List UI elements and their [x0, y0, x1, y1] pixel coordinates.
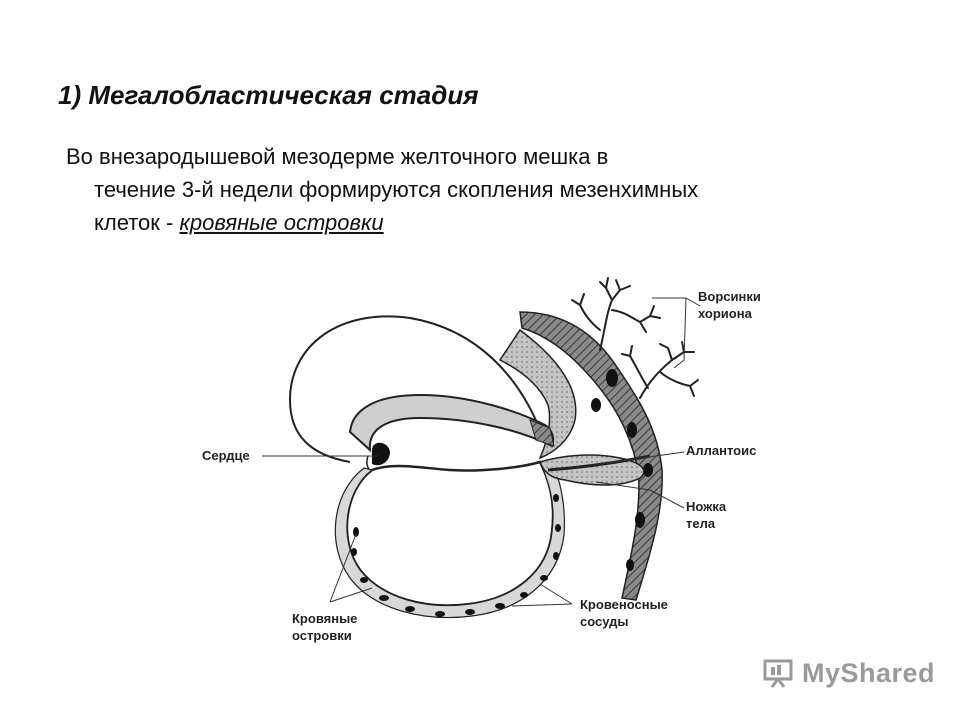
label-allantois: Аллантоис	[686, 443, 757, 458]
label-stalk-line1: Ножка	[686, 499, 727, 514]
paragraph-line-2: течение 3-й недели формируются скопления мезенхимных	[94, 177, 699, 202]
embryo-body	[350, 395, 553, 450]
label-blood-islands-line1: Кровяные	[292, 611, 358, 626]
label-stalk-line2: тела	[686, 516, 716, 531]
watermark	[762, 656, 935, 690]
watermark-text: MyShared	[802, 657, 936, 688]
label-villi-line2: хориона	[698, 306, 752, 321]
slide-title: 1) Мегалобластическая стадия	[58, 80, 479, 110]
label-villi-line1: Ворсинки	[698, 289, 761, 304]
label-blood-islands-line2: островки	[292, 628, 352, 643]
amnion-outline	[290, 316, 540, 462]
label-heart: Сердце	[202, 448, 250, 463]
paragraph-line-3-prefix: клеток -	[94, 210, 180, 235]
paragraph-line-1: Во внезародышевой мезодерме желточного мешка в	[66, 144, 609, 169]
blood-islands-term: кровяные островки	[179, 210, 384, 235]
label-vessels-line2: сосуды	[580, 614, 629, 629]
heart-shape	[372, 443, 390, 466]
label-vessels-line1: Кровеносные	[580, 597, 668, 612]
presentation-board-icon	[762, 658, 796, 688]
